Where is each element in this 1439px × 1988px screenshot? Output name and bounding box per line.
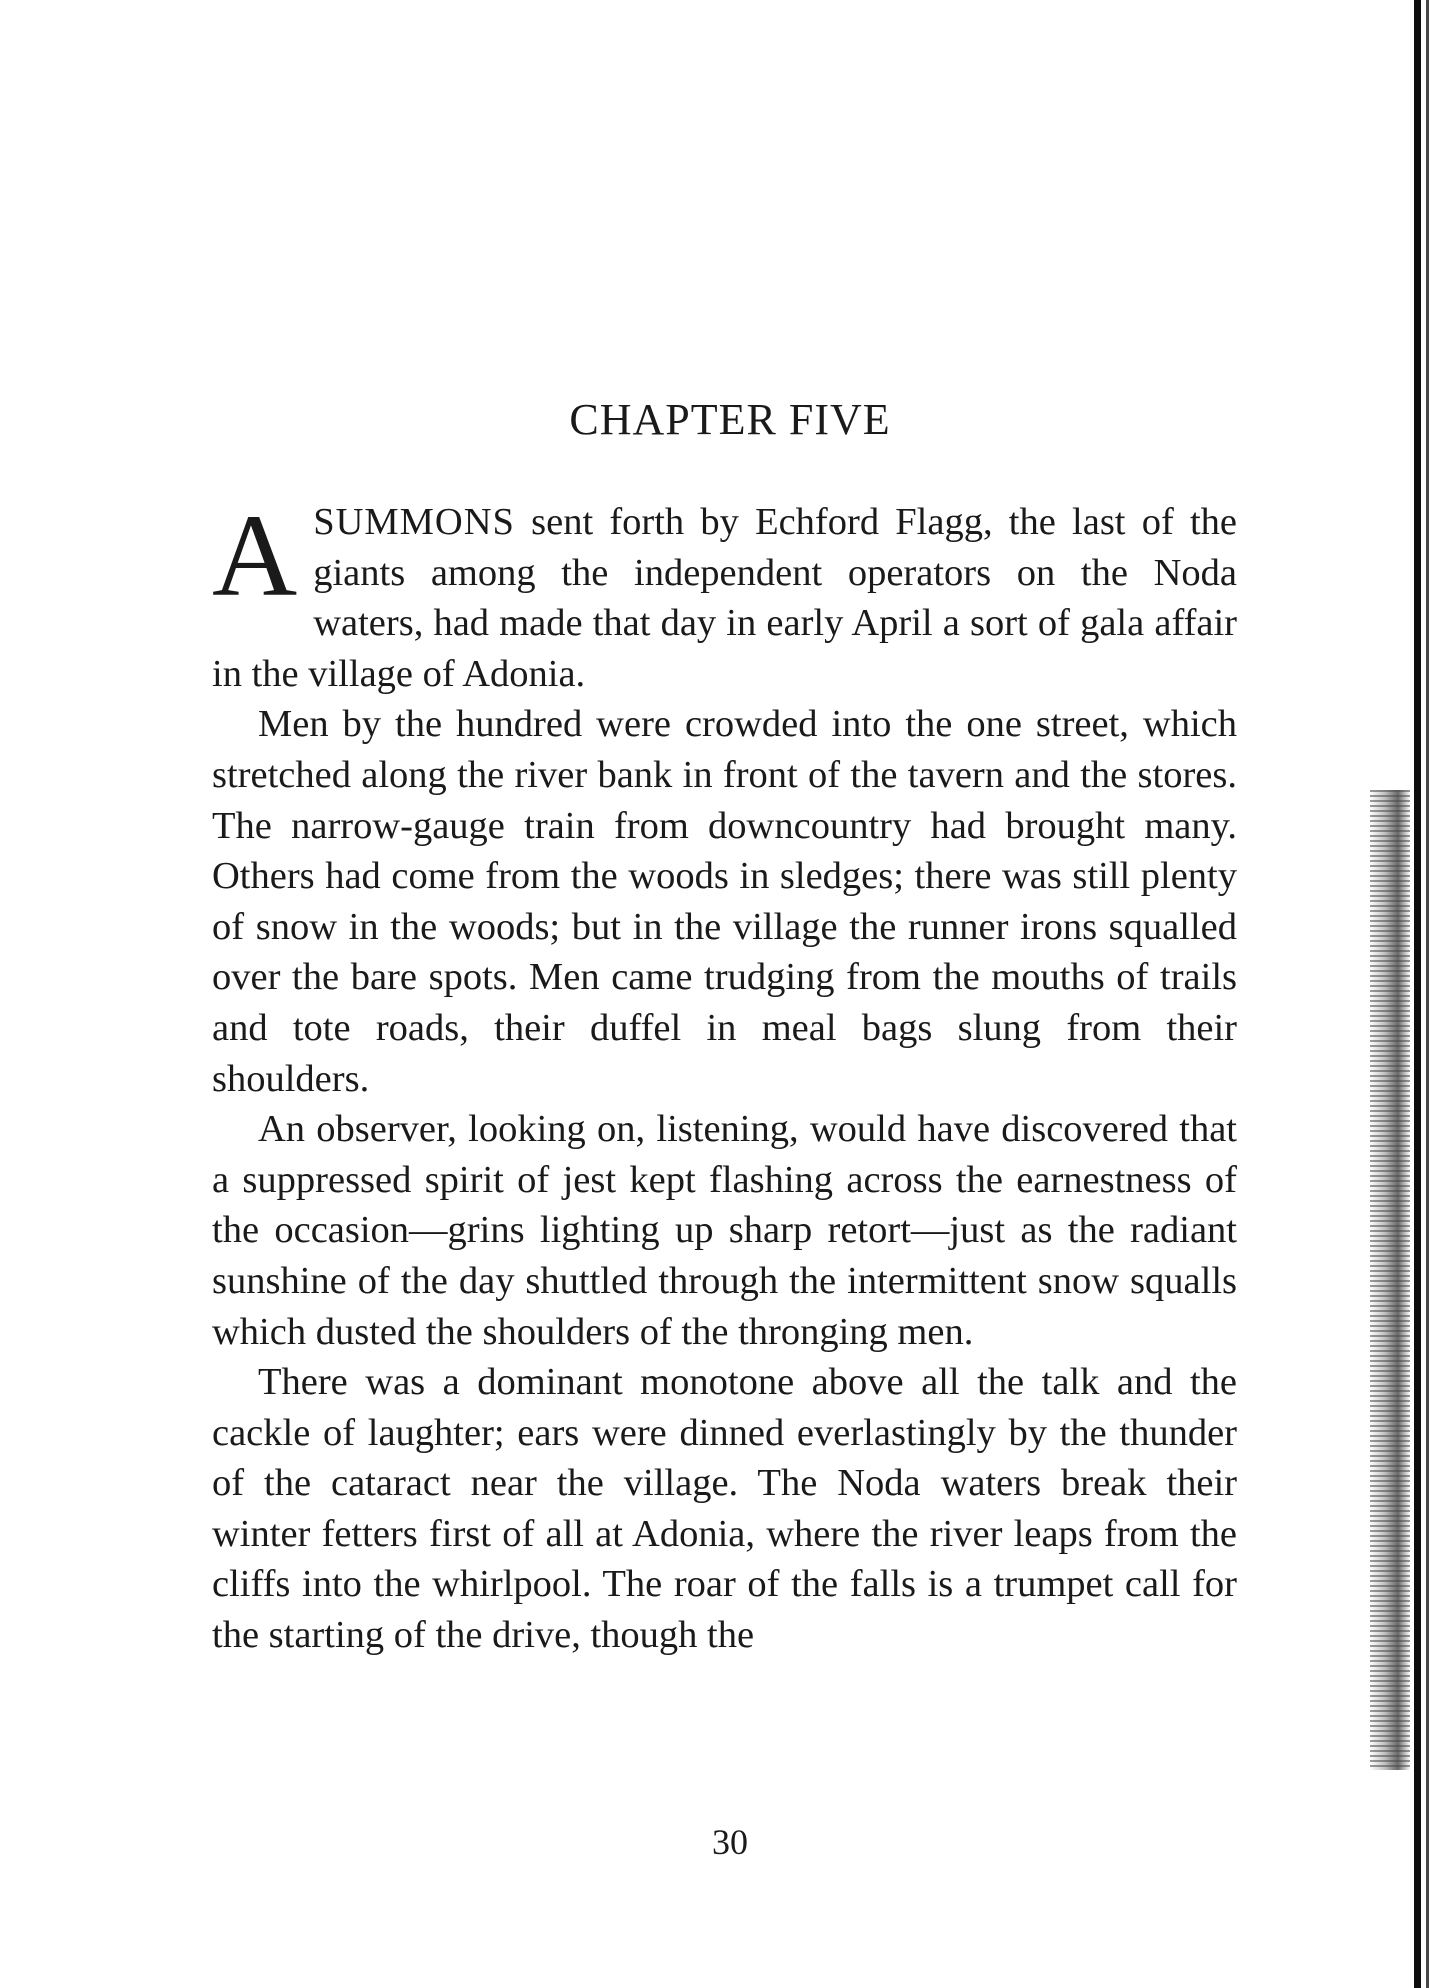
paragraph: Men by the hundred were crowded into the one street, which stretched along the river bank in front of the tavern and the stores. The narrow-gauge train from downcountry had brought many. Others had come from the woods in sledges; there was still plenty of snow in the woods; but in the village the runner irons squalled over the bare spots. Men came trudging from the mouths of trails and tote roads, their duffel in meal bags slung from their shoulders. xyxy=(212,703,1237,1100)
paragraph: There was a dominant monotone above all the talk and the cackle of laughter; ears were dinned everlastingly by the thunder of the cataract near the village. The Noda waters break their winter fetters first of all at Adonia, where the river leaps from the cliffs into the whirlpool. The roar of the falls is a trumpet call for the starting of the drive, though the xyxy=(212,1361,1237,1657)
chapter-body xyxy=(212,490,1237,1661)
drop-cap: A xyxy=(212,490,298,621)
binding-shadow xyxy=(1370,790,1410,1770)
opening-text: sent forth by Echford Flagg, the last of the giants among the independent operators on the Noda waters, had made that day in early April a sort of gala affair in the village of Adonia. xyxy=(212,501,1237,695)
opening-paragraph xyxy=(212,490,1237,699)
binding-edge xyxy=(1414,0,1421,1988)
paragraph: An observer, looking on, listening, would have discovered that a suppressed spirit of jest kept flashing across the earnestness of the occasion—grins lighting up sharp retort—just as the radiant sunshine of the day shuttled through the intermittent snow squalls which dusted the shoulders of the thronging men. xyxy=(212,1108,1237,1353)
chapter-title: CHAPTER FIVE xyxy=(569,395,891,444)
page-number: 30 xyxy=(712,1822,748,1862)
binding-edge-inner xyxy=(1426,0,1429,1988)
opening-lead: SUMMONS xyxy=(313,501,515,543)
